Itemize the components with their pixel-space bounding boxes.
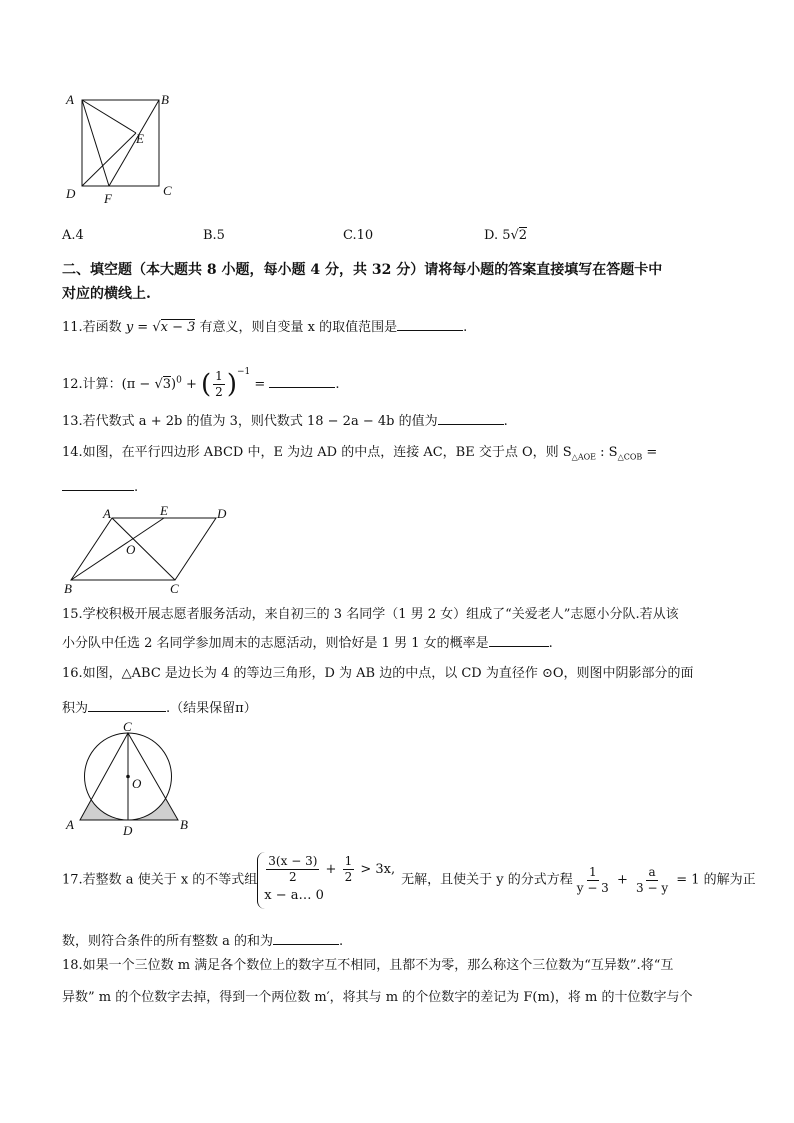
- section-heading-line2: 对应的横线上.: [62, 286, 151, 302]
- question-11: [62, 316, 467, 338]
- segment-de: [82, 133, 136, 186]
- q14-sub-cob: △COB: [617, 452, 643, 462]
- q12-frac-den: 2: [215, 385, 223, 399]
- sqrt-sign: √: [510, 228, 519, 243]
- section-heading-line1: 二、填空题（本大题共 8 小题，每小题 4 分，共 32 分）请将每小题的答案直接填写在答题卡中: [62, 262, 663, 278]
- label-o: O: [132, 776, 142, 791]
- question-14-line2: [62, 476, 138, 498]
- q12-fraction: [213, 369, 225, 400]
- q12-exponent-0: 0: [176, 375, 182, 386]
- q17-f2-num: a: [648, 865, 656, 879]
- q12-prefix: 12.计算：(π −: [62, 377, 155, 392]
- option-c: C.10: [343, 228, 374, 243]
- q11-end: .: [463, 320, 468, 335]
- q15-end: .: [548, 636, 553, 651]
- q11-prefix: 11.若函数: [62, 320, 126, 335]
- question-18-line1: 18.如果一个三位数 m 满足各个数位上的数字互不相同，且都不为零，那么称这个三位数为“互异数”.将“互: [62, 958, 674, 973]
- label-c: C: [163, 183, 172, 198]
- label-b: B: [180, 817, 188, 832]
- label-b: B: [161, 92, 169, 107]
- q15-text: 小分队中任选 2 名同学参加周末的志愿活动，则恰好是 1 男 1 女的概率是: [62, 636, 489, 651]
- label-d: D: [66, 186, 76, 201]
- question-13: [62, 410, 508, 432]
- label-f: F: [104, 191, 112, 206]
- label-b: B: [64, 581, 72, 596]
- q17-frac1-num: 3(x − 3): [268, 854, 318, 868]
- q17-plus2: +: [612, 872, 632, 888]
- label-a: A: [66, 92, 74, 107]
- label-e: E: [160, 503, 168, 518]
- q17-ineq2: x − a… 0: [264, 888, 324, 903]
- q12-close-paren-2: ): [226, 369, 237, 400]
- q13-answer-blank[interactable]: [438, 410, 504, 425]
- q14-sub-aoe: △AOE: [571, 452, 596, 462]
- q17-answer-blank[interactable]: [273, 930, 339, 945]
- label-a: A: [103, 506, 111, 521]
- q17-frac1: [266, 854, 319, 885]
- figure-parallelogram: [60, 502, 240, 598]
- question-16-line1: 16.如图，△ABC 是边长为 4 的等边三角形，D 为 AB 边的中点，以 CD 为直径作 ⊙O，则图中阴影部分的面: [62, 666, 694, 681]
- option-d: [484, 226, 527, 246]
- figure-square-abcd: [60, 90, 200, 208]
- q12-open-paren: (: [201, 369, 212, 400]
- sqrt-sign: √: [154, 377, 163, 392]
- q17-frac-half: [343, 854, 355, 885]
- q12-answer-blank[interactable]: [269, 373, 335, 388]
- q17-frac-y1: [575, 865, 611, 896]
- option-d-radicand: 2: [518, 228, 528, 243]
- segment-ac: [112, 518, 175, 580]
- q17-f1-num: 1: [588, 865, 597, 879]
- q11-radicand: x − 3: [160, 320, 196, 335]
- question-17: [62, 852, 756, 909]
- label-e: E: [136, 131, 144, 146]
- q12-frac-num: 1: [215, 369, 223, 383]
- q14-answer-blank[interactable]: [62, 476, 134, 491]
- q14-end: .: [134, 480, 139, 495]
- question-18-line2: 异数” m 的个位数字去掉，得到一个两位数 m′，将其与 m 的个位数字的差记为 F(m)，将 m 的十位数字与个: [62, 990, 693, 1005]
- q12-exponent-neg1: −1: [236, 367, 251, 377]
- q12-end: .: [335, 377, 340, 392]
- q12-radicand: 3: [162, 377, 172, 392]
- q16-note: .（结果保留π）: [166, 701, 257, 716]
- q17-inequality-system: [257, 852, 401, 909]
- segment-bf: [109, 100, 159, 186]
- q16-text: 积为: [62, 701, 89, 716]
- q13-end: .: [503, 414, 508, 429]
- question-15-line2: [62, 632, 553, 654]
- question-15-line1: 15.学校积极开展志愿者服务活动，来自初三的 3 名同学（1 男 2 女）组成了“关爱老人”志愿小分队.若从该: [62, 607, 679, 622]
- q13-text: 13.若代数式 a + 2b 的值为 3，则代数式 18 − 2a − 4b 的值为: [62, 414, 438, 429]
- q17-f1-den: y − 3: [576, 881, 609, 895]
- q17-ineq1-rhs: > 3x,: [356, 862, 396, 877]
- q12-close-paren: ): [171, 377, 177, 392]
- q14-ratio: : S: [596, 445, 618, 460]
- option-a: A.4: [62, 228, 84, 243]
- q17-mid: 无解，且使关于 y 的分式方程: [401, 872, 573, 888]
- label-o: O: [126, 542, 136, 557]
- q17-frac1-den: 2: [289, 870, 297, 884]
- q11-text: 有意义，则自变量 x 的取值范围是: [195, 320, 398, 335]
- q15-answer-blank[interactable]: [489, 632, 549, 647]
- q17-rhs: = 1 的解为正: [672, 872, 756, 888]
- figure-triangle-circle: [60, 718, 200, 840]
- q11-function: y =: [125, 320, 153, 335]
- q11-answer-blank[interactable]: [397, 316, 463, 331]
- label-a: A: [66, 817, 74, 832]
- q16-answer-blank[interactable]: [88, 697, 166, 712]
- label-c: C: [170, 581, 179, 596]
- q17-half-den: 2: [344, 870, 353, 884]
- label-d: D: [217, 506, 227, 521]
- square-outline: [82, 100, 159, 186]
- q17-ineq1: [264, 854, 395, 885]
- q17-f2-den: 3 − y: [636, 881, 669, 895]
- q17-line2-text: 数，则符合条件的所有整数 a 的和为: [62, 934, 274, 949]
- q12-equals: =: [250, 377, 270, 392]
- segment-be: [71, 518, 164, 580]
- question-17-line2: [62, 930, 343, 952]
- q12-plus: +: [181, 377, 202, 392]
- q14-text: 14.如图，在平行四边形 ABCD 中，E 为边 AD 的中点，连接 AC，BE 交于点 O，则 S: [62, 445, 572, 460]
- q17-plus: +: [321, 862, 341, 877]
- option-b: B.5: [203, 228, 225, 243]
- sqrt-sign: √: [152, 320, 161, 335]
- segment-ae: [82, 100, 136, 133]
- q17-half-num: 1: [344, 854, 353, 868]
- question-14: [62, 443, 657, 468]
- q17-frac-y2: [634, 865, 670, 896]
- q17-text: 17.若整数 a 使关于 x 的不等式组: [62, 872, 258, 888]
- option-d-prefix: D. 5: [484, 228, 511, 243]
- label-d: D: [123, 823, 133, 838]
- center-dot: [126, 775, 130, 779]
- question-12: [62, 362, 340, 400]
- label-c: C: [123, 719, 132, 734]
- q14-equals: =: [642, 445, 658, 460]
- q17-end: .: [339, 934, 344, 949]
- question-16-line2: [62, 697, 257, 719]
